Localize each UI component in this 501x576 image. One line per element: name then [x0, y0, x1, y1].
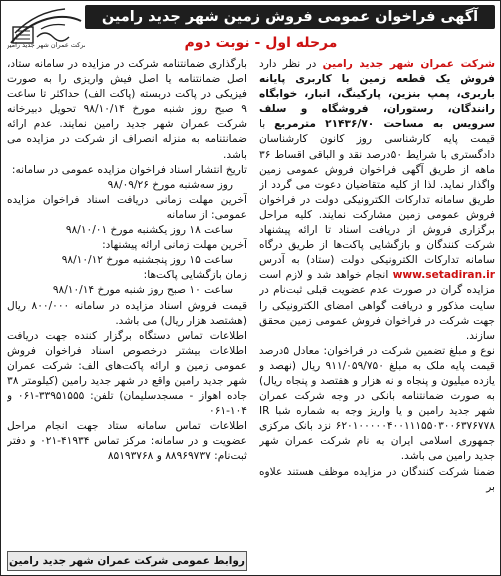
bids-deadline-label: آخرین مهلت زمانی ارائه پیشنهاد:: [102, 239, 247, 252]
publish-date-label: تاریخ انتشار اسناد فراخوان مزایده عمومی در سامانه:: [11, 163, 247, 176]
docs-price-paragraph: قیمت فروش اسناد مزایده در سامانه ۸۰۰/۰۰۰ ریال (هشتصد هزار ریال) می باشد.: [7, 299, 247, 327]
right-column: [259, 57, 495, 575]
opening-time-value: ساعت ۱۰ صبح روز شنبه مورخ ۹۸/۱۰/۱۴: [52, 284, 233, 297]
docs-deadline-value: ساعت ۱۸ روز یکشنبه مورخ ۹۸/۱۰/۰۱: [65, 224, 233, 237]
svg-text:شرکت عمران شهر جدید رامین: شرکت عمران شهر جدید رامین: [7, 41, 85, 49]
obligation-paragraph: ضمنا شرکت کنندگان در مزایده موظف هستند علاوه بر: [259, 465, 495, 493]
guarantee-paragraph: نوع و مبلغ تضمین شرکت در فراخوان: معادل ۵درصد قیمت پایه ملک به مبلغ ۹۱۱/۰۵۹/۷۵۰ ریال (نهصد و یازده میلیون و پنجاه و نه هزار و هفتصد و پنجاه ریال) به صورت ضمانتنامه بانکی در وجه شرکت عمران شهر جدید رامین و یا واریز وجه به شماره شبا IR ۶۲۰۱۰۰۰۰۰۴۰۰۱۱۱۵۵۰۳۰۰۶۳۷۶۷۷۸ نزد بانک مرکزی جمهوری اسلامی ایران به نام شرکت عمران شهر جدید رامین می باشد.: [259, 344, 495, 463]
company-logo: [7, 3, 85, 49]
registration-text: انجام خواهد شد و لازم است مزایده گران در صورت عدم عضویت قبلی ثبت‌نام در سایت مذکور و دریافت گواهی امضای الکترونیکی را جهت شرکت در فراخوان فروش عمومی زمین محقق سازند.: [259, 269, 495, 342]
contact-info-organizer: اطلاعات تماس دستگاه برگزار کننده جهت دریافت اطلاعات بیشتر درخصوص اسناد فراخوان فروش عمومی زمین و ارائه پاکت‌های الف: شرکت عمران شهر جدید رامین واقع در شهر جدید رامین (کیلومتر ۳۸ جاده اهواز - مسجدسلیمان) تلفن: ۳۳۹۵۱۵۵۵-۰۶۱ و ۱۰۴-۰۶۱: [7, 329, 247, 418]
bids-deadline-value: ساعت ۱۵ روز پنجشنبه مورخ ۹۸/۱۰/۱۲: [61, 254, 233, 267]
publish-date-value: روز سه‌شنبه مورخ ۹۸/۰۹/۲۶: [107, 178, 233, 191]
intro-text: در نظر دارد: [259, 58, 317, 70]
page-title: آگهی فراخوان عمومی فروش زمین شهر جدید رامین: [85, 5, 495, 29]
guarantee-delivery-paragraph: بارگذاری ضمانتنامه شرکت در مزایده در سامانه ستاد، اصل ضمانتنامه یا اصل فیش واریزی را به صورت فیزیکی در پاکت دربسته (پاکت الف) حداکثر تا ساعت ۹ صبح روز شنبه مورخ ۹۸/۱۰/۱۴ تحویل دبیرخانه شرکت عمران شهر جدید رامین نمایند. عدم ارائه ضمانتنامه به منزله انصراف از شرکت در مزایده می باشد.: [7, 58, 247, 161]
intro-paragraph: [259, 57, 495, 344]
sale-conditions: با قیمت پایه کارشناسی روز کانون کارشناسان دادگستری با شرایط ۵۰درصد نقد و الباقی اقساط ۳۶ ماهه از طریق آگهی فراخوان فروش عمومی زمین واگذار نماید. لذا از کلیه متقاضیان دعوت می گردد از طریق سامانه تدارکات الکترونیکی دولت در فراخوان فروش عمومی زمین مشارکت نمایند. کلیه مراحل برگزاری فروش از دریافت اسناد تا ارائه پیشنهاد شرکت کنندگان و بازگشایی پاکت‌ها از طریق درگاه سامانه تدارکات الکترونیکی دولت (ستاد) به آدرس: [259, 118, 495, 267]
page-subtitle: مرحله اول - نوبت دوم: [184, 35, 338, 51]
contact-info-setad: اطلاعات تماس سامانه ستاد جهت انجام مراحل عضویت و در سامانه: مرکز تماس ۴۱۹۳۴-۰۲۱ و دفتر ثبت‌نام: ۸۸۹۶۹۷۳۷ و ۸۵۱۹۳۷۶۸: [7, 420, 247, 463]
header: [1, 1, 500, 51]
opening-time-label: زمان بازگشایی پاکت‌ها:: [143, 269, 247, 282]
setad-website-link[interactable]: www.setadiran.ir: [392, 269, 495, 282]
company-name: شرکت عمران شهر جدید رامین: [322, 58, 495, 70]
left-column: [7, 57, 247, 547]
property-description: فروش یک قطعه زمین با کاربری پایانه باربری، پمپ بنزین، پارکینگ، انبار، خوابگاه رانندگان، رستوران، فروشگاه و سلف سرویس به مساحت ۲۱۴۳۶/۷۰ مترمربع: [259, 73, 495, 131]
public-relations-footer: روابط عمومی شرکت عمران شهر جدید رامین: [7, 551, 247, 571]
docs-deadline-label: آخرین مهلت زمانی دریافت اسناد فراخوان مزایده عمومی: از سامانه: [7, 193, 247, 221]
